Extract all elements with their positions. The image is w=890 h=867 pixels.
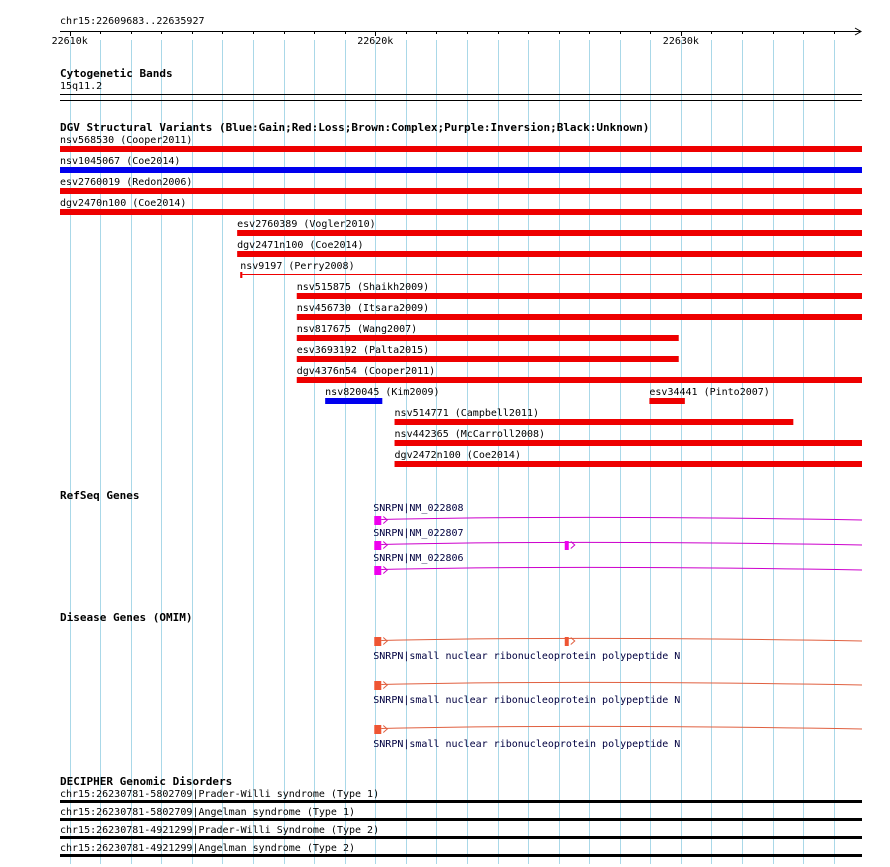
dgv-variant-label: dgv4376n54 (Cooper2011) — [296, 366, 436, 377]
ruler-tick-label: 22630k — [662, 36, 699, 47]
decipher-disorder-label: chr15:26230781-5802709|Prader-Willi syndrome (Type 1) — [60, 789, 380, 800]
cytoband-label: 15q11.2 — [60, 81, 103, 92]
dgv-variant[interactable] — [240, 261, 862, 278]
decipher-disorder-bar[interactable] — [60, 818, 862, 821]
decipher-disorder[interactable] — [60, 807, 862, 821]
exon-block[interactable] — [565, 637, 569, 646]
dgv-variant-label: dgv2472n100 (Coe2014) — [394, 450, 521, 461]
dgv-variant-bar[interactable] — [395, 461, 862, 467]
strand-arrow-icon — [383, 542, 387, 549]
exon-block[interactable] — [374, 516, 381, 525]
exon-block[interactable] — [374, 541, 381, 550]
intron-line — [381, 638, 862, 641]
dgv-variant[interactable] — [60, 198, 862, 215]
intron-line — [381, 726, 862, 729]
dgv-variant-bar[interactable] — [649, 398, 684, 404]
dgv-variant-bar[interactable] — [237, 251, 862, 257]
dgv-variant-bar[interactable] — [297, 293, 862, 299]
omim-track-title: Disease Genes (OMIM) — [60, 611, 193, 624]
dgv-variant-label: nsv568530 (Cooper2011) — [60, 135, 193, 146]
strand-arrow-icon — [383, 638, 387, 645]
dgv-structural-variants-track[interactable] — [60, 121, 862, 467]
decipher-disorder[interactable] — [60, 789, 862, 803]
strand-arrow-icon — [383, 726, 387, 733]
dgv-variant-label: nsv515875 (Shaikh2009) — [296, 282, 430, 293]
dgv-variant-bar[interactable] — [60, 146, 862, 152]
dgv-variant-bar[interactable] — [395, 440, 862, 446]
exon-block[interactable] — [565, 541, 569, 550]
dgv-variant[interactable] — [297, 345, 679, 362]
ruler-track[interactable] — [52, 16, 861, 47]
decipher-disorder[interactable] — [60, 825, 862, 839]
strand-arrow-icon — [383, 682, 387, 689]
dgv-variant-label: dgv2471n100 (Coe2014) — [237, 240, 364, 251]
dgv-variant-label: nsv442365 (McCarroll2008) — [394, 429, 546, 440]
dgv-variant-bar[interactable] — [297, 377, 862, 383]
dgv-variant[interactable] — [60, 135, 862, 152]
dgv-variant[interactable] — [237, 219, 862, 236]
dgv-variant[interactable] — [297, 324, 679, 341]
dgv-variant-bar[interactable] — [325, 398, 382, 404]
omim-gene-label: SNRPN|small nuclear ribonucleoprotein polypeptide N — [373, 695, 681, 706]
intron-line — [381, 682, 862, 685]
omim-gene[interactable] — [374, 725, 862, 734]
dgv-variant-bar[interactable] — [237, 230, 862, 236]
dgv-variant-bar[interactable] — [297, 356, 679, 362]
refseq-gene-label: SNRPN|NM_022807 — [373, 528, 464, 539]
dgv-variant[interactable] — [60, 156, 862, 173]
decipher-disorder-label: chr15:26230781-4921299|Angelman syndrome (Type 2) — [60, 843, 356, 854]
dgv-variant-bar[interactable] — [60, 188, 862, 194]
dgv-variant-label: esv34441 (Pinto2007) — [649, 387, 770, 398]
strand-arrow-icon — [383, 517, 387, 524]
dgv-variant-bar[interactable] — [297, 314, 862, 320]
dgv-variant-label: esv2760019 (Redon2006) — [60, 177, 193, 188]
decipher-disorder-bar[interactable] — [60, 800, 862, 803]
dgv-variant[interactable] — [60, 177, 862, 194]
exon-block[interactable] — [374, 681, 381, 690]
dgv-variant[interactable] — [325, 387, 439, 404]
exon-block[interactable] — [374, 725, 381, 734]
decipher-disorder-bar[interactable] — [60, 836, 862, 839]
decipher-genomic-disorders-track[interactable] — [60, 775, 862, 857]
dgv-variant-bar[interactable] — [395, 419, 794, 425]
decipher-disorder-bar[interactable] — [60, 854, 862, 857]
dgv-variant[interactable] — [395, 408, 794, 425]
dgv-variant-label: esv3693192 (Palta2015) — [296, 345, 430, 356]
cytoband-track-title: Cytogenetic Bands — [60, 67, 173, 80]
refseq-gene[interactable] — [374, 566, 862, 575]
disease-genes-omim-track[interactable] — [60, 611, 862, 750]
omim-gene[interactable] — [374, 681, 862, 690]
decipher-track-title: DECIPHER Genomic Disorders — [60, 775, 233, 788]
dgv-variant-label: nsv820045 (Kim2009) — [325, 387, 440, 398]
strand-arrow-icon — [383, 567, 387, 574]
dgv-variant-bar[interactable] — [60, 167, 862, 173]
refseq-track-title: RefSeq Genes — [60, 489, 140, 502]
intron-line — [381, 542, 862, 545]
ruler-tick-label: 22610k — [51, 36, 88, 47]
decipher-disorder-label: chr15:26230781-4921299|Prader-Willi Syndrome (Type 2) — [60, 825, 380, 836]
omim-gene[interactable] — [374, 637, 862, 646]
dgv-variant[interactable] — [297, 282, 862, 299]
dgv-variant-bar[interactable] — [297, 335, 679, 341]
dgv-variant[interactable] — [649, 387, 769, 404]
exon-block[interactable] — [374, 637, 381, 646]
dgv-variant[interactable] — [237, 240, 862, 257]
dgv-variant-label: esv2760389 (Vogler2010) — [237, 219, 376, 230]
refseq-gene[interactable] — [374, 541, 862, 550]
ruler-tick-label: 22620k — [357, 36, 394, 47]
dgv-variant-label: nsv9197 (Perry2008) — [240, 261, 355, 272]
decipher-disorder-label: chr15:26230781-5802709|Angelman syndrome (Type 1) — [60, 807, 356, 818]
dgv-variant[interactable] — [395, 450, 862, 467]
dgv-variant-label: nsv817675 (Wang2007) — [296, 324, 418, 335]
dgv-variant-label: nsv1045067 (Coe2014) — [60, 156, 181, 167]
dgv-variant-label: nsv514771 (Campbell2011) — [394, 408, 540, 419]
refseq-gene-label: SNRPN|NM_022806 — [373, 553, 464, 564]
refseq-gene[interactable] — [374, 516, 862, 525]
refseq-gene-label: SNRPN|NM_022808 — [373, 503, 464, 514]
refseq-genes-track[interactable] — [60, 489, 862, 575]
dgv-variant-label: nsv456730 (Itsara2009) — [296, 303, 430, 314]
dgv-variant[interactable] — [297, 366, 862, 383]
omim-gene-label: SNRPN|small nuclear ribonucleoprotein polypeptide N — [373, 651, 681, 662]
dgv-variant-label: dgv2470n100 (Coe2014) — [60, 198, 187, 209]
dgv-variant[interactable] — [297, 303, 862, 320]
exon-block[interactable] — [374, 566, 381, 575]
dgv-track-title: DGV Structural Variants (Blue:Gain;Red:Loss;Brown:Complex;Purple:Inversion;Black:Unknown) — [60, 121, 650, 134]
dgv-variant[interactable] — [395, 429, 862, 446]
ruler-range-label: chr15:22609683..22635927 — [60, 16, 205, 27]
intron-line — [381, 517, 862, 520]
cytogenetic-bands-track[interactable] — [60, 67, 862, 101]
dgv-variant-bar[interactable] — [60, 209, 862, 215]
decipher-disorder[interactable] — [60, 843, 862, 857]
omim-gene-label: SNRPN|small nuclear ribonucleoprotein polypeptide N — [373, 739, 681, 750]
dgv-variant-bar[interactable] — [240, 272, 242, 278]
intron-line — [381, 567, 862, 570]
